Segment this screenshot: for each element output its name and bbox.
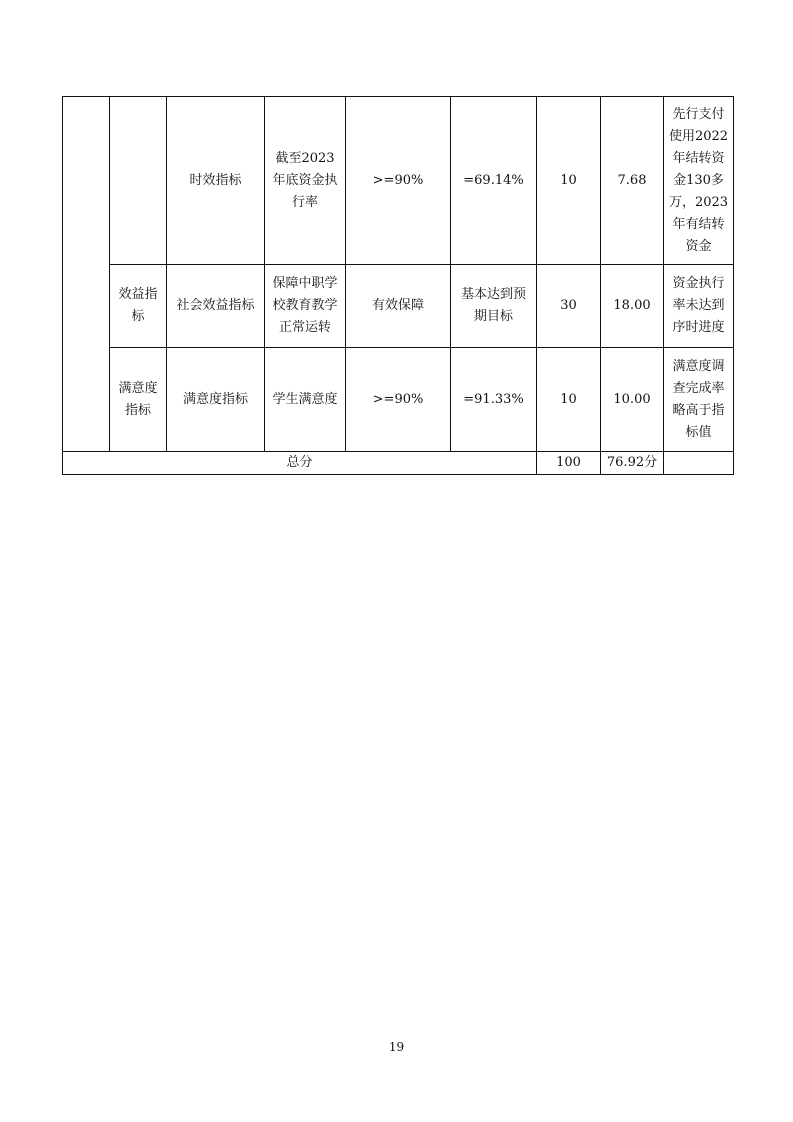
level3-cell: 社会效益指标 bbox=[167, 265, 265, 348]
note-cell: 满意度调查完成率略高于指标值 bbox=[664, 348, 734, 452]
level2-cell: 满意度指标 bbox=[110, 348, 167, 452]
table-row bbox=[63, 97, 734, 265]
total-row bbox=[63, 452, 734, 475]
table-row bbox=[63, 348, 734, 452]
target-cell: 有效保障 bbox=[346, 265, 451, 348]
weight-cell: 10 bbox=[537, 97, 601, 265]
indicator-cell: 截至2023年底资金执行率 bbox=[265, 97, 346, 265]
note-cell: 先行支付使用2022年结转资金130多万，2023年有结转资金 bbox=[664, 97, 734, 265]
total-score: 76.92分 bbox=[601, 452, 664, 475]
level2-cell bbox=[110, 97, 167, 265]
total-weight: 100 bbox=[537, 452, 601, 475]
actual-cell: =69.14% bbox=[451, 97, 537, 265]
total-note bbox=[664, 452, 734, 475]
target-cell: >=90% bbox=[346, 97, 451, 265]
level1-cell bbox=[63, 97, 110, 452]
weight-cell: 10 bbox=[537, 348, 601, 452]
indicator-cell: 保障中职学校教育教学正常运转 bbox=[265, 265, 346, 348]
level3-cell: 时效指标 bbox=[167, 97, 265, 265]
total-label: 总分 bbox=[63, 452, 537, 475]
note-cell: 资金执行率未达到序时进度 bbox=[664, 265, 734, 348]
indicator-cell: 学生满意度 bbox=[265, 348, 346, 452]
page-number: 19 bbox=[388, 1040, 405, 1054]
target-cell: >=90% bbox=[346, 348, 451, 452]
level2-cell: 效益指标 bbox=[110, 265, 167, 348]
actual-cell: 基本达到预期目标 bbox=[451, 265, 537, 348]
score-cell: 10.00 bbox=[601, 348, 664, 452]
table-row bbox=[63, 265, 734, 348]
actual-cell: =91.33% bbox=[451, 348, 537, 452]
level3-cell: 满意度指标 bbox=[167, 348, 265, 452]
performance-table bbox=[62, 96, 734, 475]
score-cell: 7.68 bbox=[601, 97, 664, 265]
weight-cell: 30 bbox=[537, 265, 601, 348]
score-cell: 18.00 bbox=[601, 265, 664, 348]
